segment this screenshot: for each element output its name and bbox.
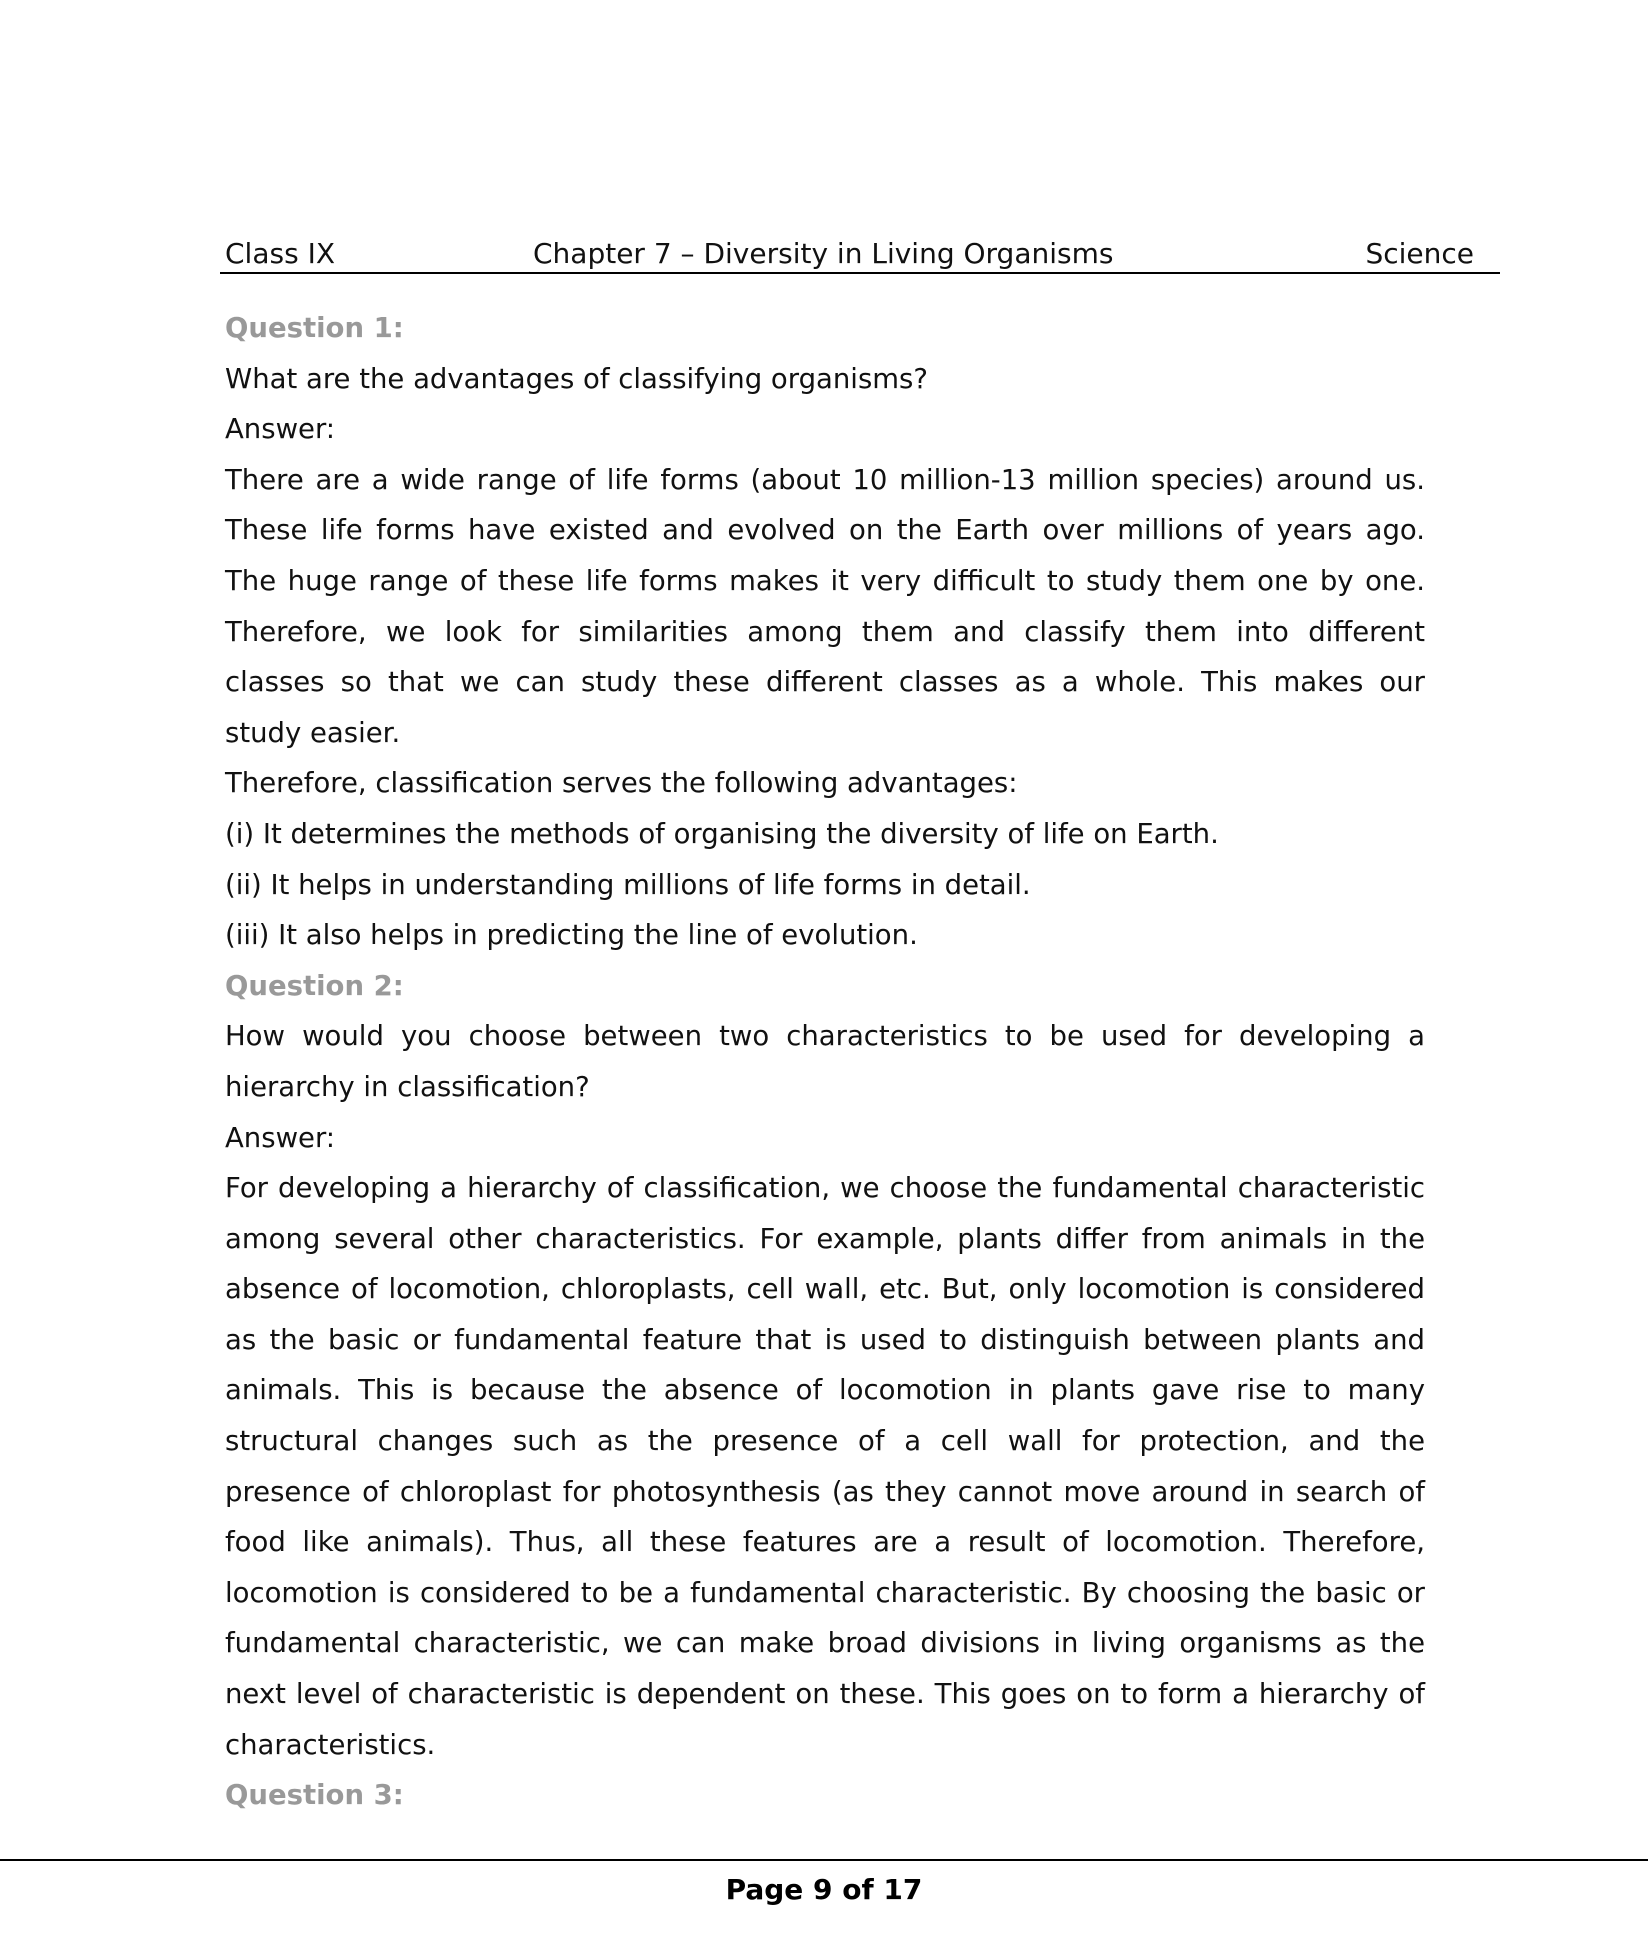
answer-2-line: locomotion is considered to be a fundamental characteristic. By choosing the basic or: [225, 1576, 1425, 1609]
answer-2-line: food like animals). Thus, all these features are a result of locomotion. Therefore,: [225, 1526, 1425, 1559]
page-number: Page 9 of 17: [725, 1873, 923, 1906]
answer-2-line: absence of locomotion, chloroplasts, cell wall, etc. But, only locomotion is considered: [225, 1273, 1425, 1306]
answer-2-line: among several other characteristics. For example, plants differ from animals in the: [225, 1222, 1425, 1255]
advantage-list-item: (iii) It also helps in predicting the line of evolution.: [225, 919, 918, 952]
question-1-label: Question 1:: [225, 312, 404, 344]
page-content: [225, 307, 1425, 1825]
answer-1-line: classes so that we can study these different classes as a whole. This makes our: [225, 666, 1425, 699]
answer-2-line: animals. This is because the absence of locomotion in plants gave rise to many: [225, 1374, 1425, 1407]
subject-label: Science: [1365, 237, 1474, 270]
answer-2-line: For developing a hierarchy of classification, we choose the fundamental characteristic: [225, 1172, 1425, 1205]
answer-1-line: These life forms have existed and evolved on the Earth over millions of years ago.: [225, 514, 1425, 547]
question-2-text: hierarchy in classification?: [225, 1070, 590, 1103]
footer-divider: [0, 1859, 1648, 1861]
answer-2-label: Answer:: [225, 1121, 336, 1154]
answer-2-line: structural changes such as the presence of a cell wall for protection, and the: [225, 1425, 1425, 1458]
answer-2-line: as the basic or fundamental feature that is used to distinguish between plants and: [225, 1323, 1425, 1356]
chapter-title: Chapter 7 – Diversity in Living Organisms: [533, 237, 1114, 270]
answer-1-line: Therefore, classification serves the following advantages:: [225, 767, 1018, 800]
answer-2-line: fundamental characteristic, we can make broad divisions in living organisms as the: [225, 1627, 1425, 1660]
question-1-text: What are the advantages of classifying organisms?: [225, 362, 928, 395]
answer-2-line: characteristics.: [225, 1728, 436, 1761]
page-header: [220, 236, 1500, 274]
answer-1-line: The huge range of these life forms makes it very difficult to study them one by one.: [225, 564, 1425, 597]
question-2-text: How would you choose between two characteristics to be used for developing a: [225, 1020, 1425, 1053]
answer-1-line: There are a wide range of life forms (about 10 million-13 million species) around us.: [225, 463, 1425, 496]
question-3-label: Question 3:: [225, 1779, 404, 1812]
advantage-list-item: (ii) It helps in understanding millions of life forms in detail.: [225, 868, 1031, 901]
question-2-label: Question 2:: [225, 969, 404, 1002]
answer-1-line: study easier.: [225, 716, 401, 749]
answer-1-line: Therefore, we look for similarities among them and classify them into different: [225, 615, 1425, 648]
advantage-list-item: (i) It determines the methods of organising the diversity of life on Earth.: [225, 817, 1219, 850]
answer-2-line: presence of chloroplast for photosynthesis (as they cannot move around in search of: [225, 1475, 1425, 1508]
answer-2-line: next level of characteristic is dependent on these. This goes on to form a hierarchy of: [225, 1678, 1425, 1711]
answer-1-label: Answer:: [225, 413, 336, 446]
class-label: Class IX: [225, 237, 336, 270]
